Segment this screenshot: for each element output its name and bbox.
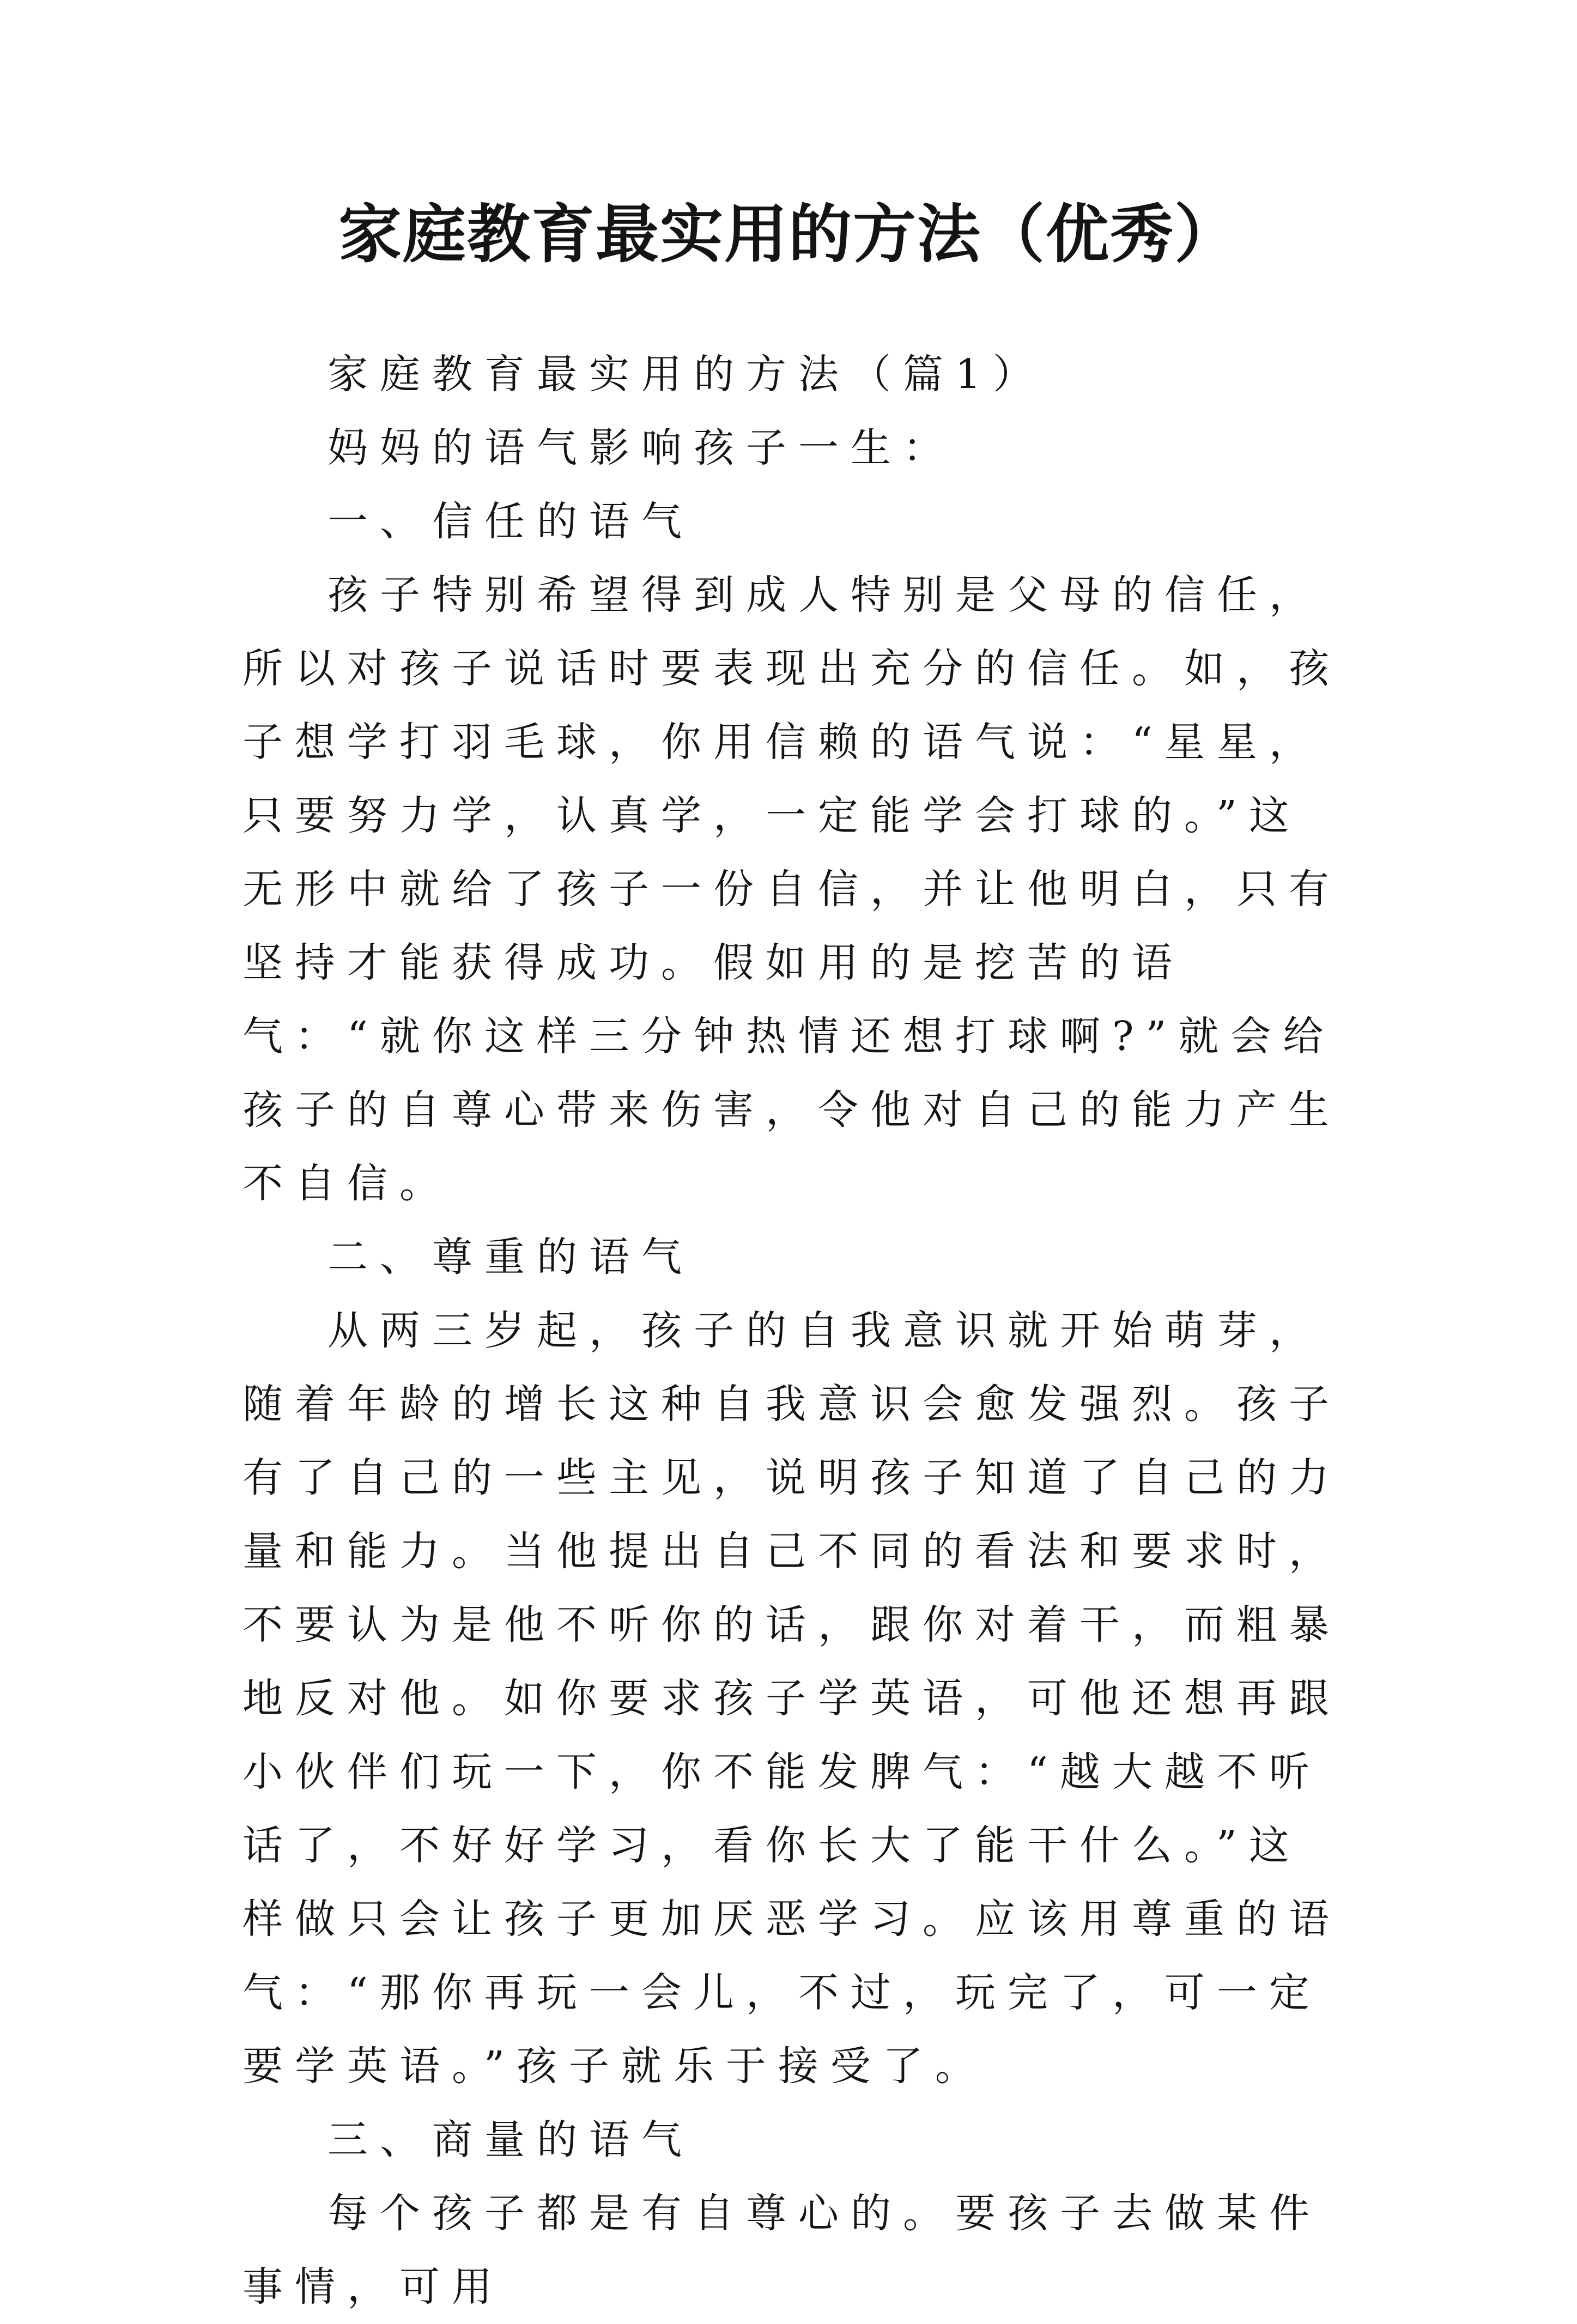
subheading-discuss: 三、商量的语气 [327,2116,694,2163]
intro-line: 妈妈的语气影响孩子一生： [327,424,955,471]
subheading-respect: 二、尊重的语气 [327,1234,694,1281]
paragraph-trust: 孩子特别希望得到成人特别是父母的信任，所以对孩子说话时要表现出充分的信任。如，孩子想学打羽毛球，你用信赖的语气说：“星星，只要努力学，认真学，一定能学会打球的。”这无形中就给了孩子一份自信，并让他明白，只有坚持才能获得成功。假如用的是挖苦的语气：“就你这样三分钟热情还想打球啊?”就会给孩子的自尊心带来伤害，令他对自己的能力产生不自信。 [242,572,1341,1207]
document-title: 家庭教育最实用的方法（优秀） [338,197,1239,271]
paragraph-discuss: 每个孩子都是有自尊心的。要孩子去做某件事情，可用 [242,2190,1321,2310]
paragraph-respect: 从两三岁起，孩子的自我意识就开始萌芽，随着年龄的增长这种自我意识会愈发强烈。孩子有了自己的一些主见，说明孩子知道了自己的力量和能力。当他提出自己不同的看法和要求时，不要认为是他不听你的话，跟你对着干，而粗暴地反对他。如你要求孩子学英语，可他还想再跟小伙伴们玩一下，你不能发脾气：“越大越不听话了，不好好学习，看你长大了能干什么。”这样做只会让孩子更加厌恶学习。应该用尊重的语气：“那你再玩一会儿，不过，玩完了，可一定要学英语。”孩子就乐于接受了。 [242,1307,1341,2090]
document-body [242,338,1349,2324]
section-heading: 家庭教育最实用的方法（篇1） [327,351,1046,398]
subheading-trust: 一、信任的语气 [327,498,694,545]
